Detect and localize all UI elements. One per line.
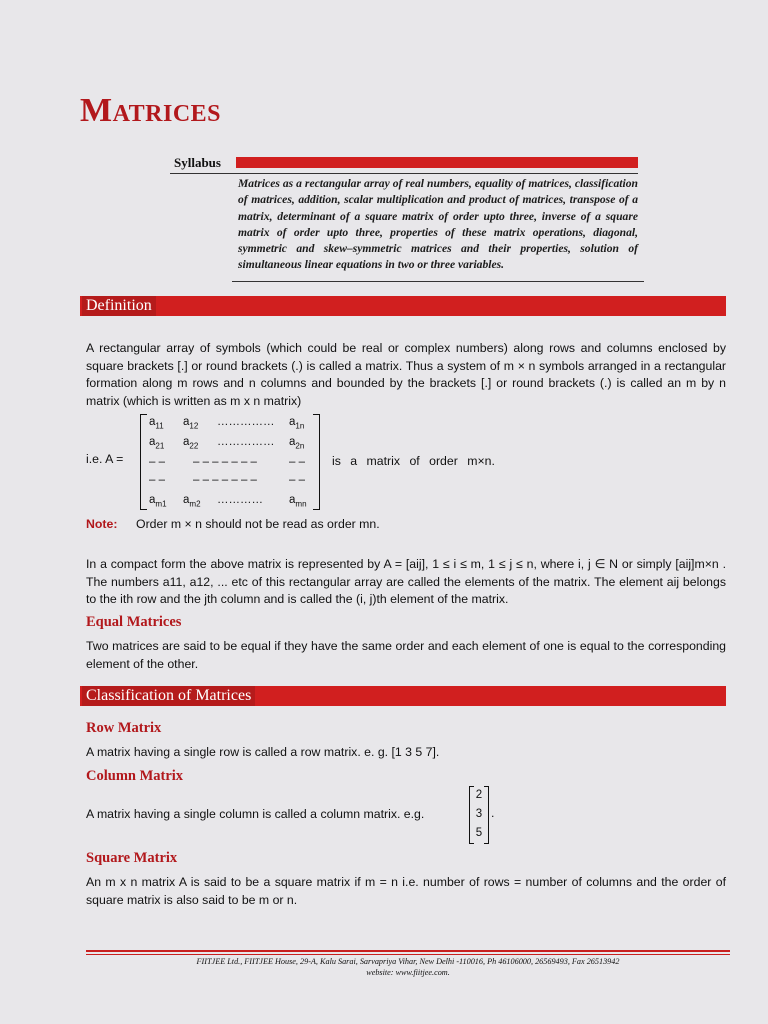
column-value-1: 2 (475, 789, 483, 801)
definition-section-bar (80, 296, 726, 316)
column-matrix-text: A matrix having a single column is called a column matrix. e.g. (86, 807, 425, 821)
classification-heading: Classification of Matrices (82, 686, 255, 706)
footer-website: website: www.fiitjee.com. (366, 968, 450, 977)
syllabus-rule-top (170, 173, 638, 174)
row-matrix-text: A matrix having a single row is called a row matrix. e. g. [1 3 5 7]. (86, 745, 440, 759)
footer (86, 956, 730, 978)
note-text: Order m × n should not be read as order mn. (136, 517, 380, 531)
note-label: Note: (86, 517, 118, 531)
column-value-2: 3 (475, 808, 483, 820)
compact-form-paragraph: In a compact form the above matrix is represented by A = [aij], 1 ≤ i ≤ m, 1 ≤ j ≤ n, where i, j ∈ N or simply [aij]m×n . The numbers a11, a12, ... etc of this rectangular array are called the elements of the matrix. The element aij belongs to the ith row and the jth column and is called the (i, j)th element of the matrix. (86, 557, 726, 606)
footer-address: FIITJEE Ltd., FIITJEE House, 29-A, Kalu Sarai, Sarvapriya Vihar, New Delhi -110016, Ph 46106000, 26569493, Fax 26513942 (196, 957, 620, 966)
page-title: Matrices (80, 92, 222, 129)
column-matrix-period: . (491, 806, 495, 820)
square-matrix-heading: Square Matrix (86, 850, 178, 866)
equal-matrices-text: Two matrices are said to be equal if they have the same order and each element of one is equal to the corresponding element of the other. (86, 639, 726, 671)
matrix-label: i.e. A = (86, 452, 124, 466)
syllabus-text: Matrices as a rectangular array of real numbers, equality of matrices, classification of matrices, addition, scalar multiplication and product of matrices, transpose of a matrix, determinant of a square matrix of order upto three, inverse of a square matrix of order upto three, properties of these matrix operations, diagonal, symmetric and skew–symmetric matrices and their properties, solution of simultaneous linear equations in two or three variables. (238, 177, 638, 272)
matrix-order-text: is a matrix of order m×n. (332, 454, 495, 468)
general-matrix: $a_{11}$ $a_{12}$ …………… $a_{1n}$ $a_{21}$ $a_{22}$ …………… $a_{2n}$ – – – – – – – – – – – – – – – – – – – – – – $a_{m1}$ $a_{m2}$ ………… $a_{mn}$ (140, 414, 320, 510)
classification-section-bar (80, 686, 726, 706)
footer-rule-thin (86, 954, 730, 955)
footer-rule (86, 950, 730, 952)
square-matrix-text: An m x n matrix A is said to be a square matrix if m = n i.e. number of rows = number of columns and the order of square matrix is also said to be m or n. (86, 875, 726, 907)
definition-paragraph: A rectangular array of symbols (which could be real or complex numbers) along rows and columns enclosed by square brackets [.] or round brackets (.) is called a matrix. Thus a system of m × n symbols arranged in a rectangular formation along m rows and n columns and bounded by the brackets [.] or round brackets (.) is called an m by n matrix (which is written as m x n matrix) (86, 341, 726, 408)
equal-matrices-heading: Equal Matrices (86, 614, 182, 630)
column-matrix-heading: Column Matrix (86, 768, 184, 784)
row-matrix-heading: Row Matrix (86, 720, 162, 736)
syllabus-rule-bottom (232, 281, 644, 282)
column-value-3: 5 (475, 827, 483, 839)
syllabus-label: Syllabus (174, 155, 221, 170)
column-matrix-example (469, 786, 489, 844)
definition-heading: Definition (82, 296, 156, 316)
syllabus-bar (236, 157, 638, 168)
